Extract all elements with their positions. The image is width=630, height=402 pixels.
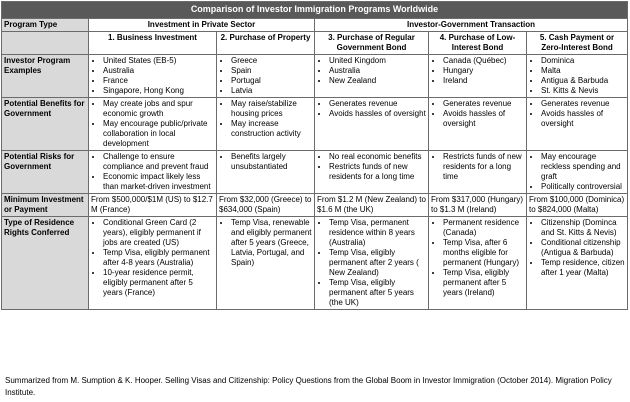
table-cell bbox=[429, 151, 527, 194]
table-cell bbox=[217, 55, 315, 98]
table-cell bbox=[315, 151, 429, 194]
table-cell bbox=[89, 151, 217, 194]
list-item: • Ireland bbox=[443, 76, 524, 86]
list-item: • Temp Visa, permanent residence within 8 years (Australia) bbox=[329, 218, 426, 248]
table-cell: From $100,000 (Dominica) to $824,000 (Malta) bbox=[527, 194, 628, 217]
list-item: • May encourage reckless spending and graft bbox=[541, 152, 625, 182]
list-item: • Malta bbox=[541, 66, 625, 76]
government-transaction-header: Investor-Government Transaction bbox=[315, 19, 628, 32]
table-cell bbox=[527, 55, 628, 98]
bullet-list bbox=[91, 99, 214, 149]
bullet-list bbox=[219, 56, 312, 96]
list-item: • Latvia bbox=[231, 86, 312, 96]
table-cell bbox=[217, 98, 315, 151]
list-item: • Avoids hassles of oversight bbox=[541, 109, 625, 129]
row-label: Type of Residence Rights Conferred bbox=[2, 217, 89, 310]
list-item: • May increase construction activity bbox=[231, 119, 312, 139]
row-label: Potential Benefits for Government bbox=[2, 98, 89, 151]
list-item: • Generates revenue bbox=[443, 99, 524, 109]
table-cell: From $32,000 (Greece) to $634,000 (Spain) bbox=[217, 194, 315, 217]
list-item: • New Zealand bbox=[329, 76, 426, 86]
bullet-list bbox=[529, 56, 625, 96]
table-cell bbox=[89, 217, 217, 310]
bullet-list bbox=[317, 99, 426, 119]
bullet-list bbox=[529, 152, 625, 192]
table-cell bbox=[527, 98, 628, 151]
table-cell bbox=[527, 151, 628, 194]
table-cell bbox=[429, 98, 527, 151]
table-row bbox=[2, 194, 628, 217]
table-body bbox=[2, 55, 628, 310]
list-item: • Canada (Québec) bbox=[443, 56, 524, 66]
table-cell: From $317,000 (Hungary) to $1.3 M (Ireland) bbox=[429, 194, 527, 217]
table-cell bbox=[429, 217, 527, 310]
bullet-list bbox=[431, 152, 524, 182]
list-item: • Conditional citizenship (Antigua & Barbuda) bbox=[541, 238, 625, 258]
list-item: • Temp Visa, renewable and eligibly permanent after 5 years (Greece, Latvia, Portugal, and Spain) bbox=[231, 218, 312, 268]
list-item: • Temp Visa, after 6 months eligible for permanent (Hungary) bbox=[443, 238, 524, 268]
list-item: • May raise/stabilize housing prices bbox=[231, 99, 312, 119]
list-item: • Politically controversial bbox=[541, 182, 625, 192]
bullet-list bbox=[317, 152, 426, 182]
bullet-list bbox=[219, 99, 312, 139]
bullet-list bbox=[219, 218, 312, 268]
row-label: Investor Program Examples bbox=[2, 55, 89, 98]
list-item: • United Kingdom bbox=[329, 56, 426, 66]
table-row bbox=[2, 151, 628, 194]
list-item: • Australia bbox=[103, 66, 214, 76]
column-header: 5. Cash Payment or Zero-Interest Bond bbox=[527, 32, 628, 55]
list-item: • 10-year residence permit, eligibly permanent after 5 years (France) bbox=[103, 268, 214, 298]
list-item: • Restricts funds of new residents for a long time bbox=[329, 162, 426, 182]
row-label: Minimum Investment or Payment bbox=[2, 194, 89, 217]
column-header: 1. Business Investment bbox=[89, 32, 217, 55]
list-item: • Challenge to ensure compliance and prevent fraud bbox=[103, 152, 214, 172]
list-item: • Economic impact likely less than market-driven investment bbox=[103, 172, 214, 192]
program-type-header: Program Type bbox=[2, 19, 89, 32]
list-item: • Antigua & Barbuda bbox=[541, 76, 625, 86]
list-item: • Singapore, Hong Kong bbox=[103, 86, 214, 96]
table-cell bbox=[89, 55, 217, 98]
bullet-list bbox=[91, 56, 214, 96]
list-item: • Generates revenue bbox=[329, 99, 426, 109]
table-cell bbox=[89, 98, 217, 151]
table-title-row bbox=[2, 2, 628, 19]
list-item: • Avoids hassles of oversight bbox=[443, 109, 524, 129]
list-item: • Generates revenue bbox=[541, 99, 625, 109]
bullet-list bbox=[431, 56, 524, 86]
bullet-list bbox=[529, 218, 625, 278]
column-header-row bbox=[2, 32, 628, 55]
list-item: • Portugal bbox=[231, 76, 312, 86]
list-item: • St. Kitts & Nevis bbox=[541, 86, 625, 96]
bullet-list bbox=[219, 152, 312, 172]
column-header: 4. Purchase of Low-Interest Bond bbox=[429, 32, 527, 55]
source-footnote: Summarized from M. Sumption & K. Hooper. Selling Visas and Citizenship: Policy Questions from the Global Boom in Investor Immigration (October 2014). Migration Policy Institute. bbox=[5, 376, 612, 397]
table-cell: From $1.2 M (New Zealand) to $1.6 M (the UK) bbox=[315, 194, 429, 217]
bullet-list bbox=[317, 56, 426, 86]
column-header: 3. Purchase of Regular Government Bond bbox=[315, 32, 429, 55]
bullet-list bbox=[431, 99, 524, 129]
table-cell bbox=[315, 98, 429, 151]
list-item: • Temp residence, citizen after 1 year (Malta) bbox=[541, 258, 625, 278]
column-header: 2. Purchase of Property bbox=[217, 32, 315, 55]
list-item: • May create jobs and spur economic growth bbox=[103, 99, 214, 119]
table-cell: From $500,000/$1M (US) to $12.7 M (France) bbox=[89, 194, 217, 217]
list-item: • Conditional Green Card (2 years), eligibly permanent if jobs are created (US) bbox=[103, 218, 214, 248]
table-cell bbox=[217, 151, 315, 194]
list-item: • Temp Visa, eligibly permanent after 5 years (the UK) bbox=[329, 278, 426, 308]
private-sector-header: Investment in Private Sector bbox=[89, 19, 315, 32]
list-item: • Benefits largely unsubstantiated bbox=[231, 152, 312, 172]
bullet-list bbox=[529, 99, 625, 129]
list-item: • Dominica bbox=[541, 56, 625, 66]
list-item: • Temp Visa, eligibly permanent after 5 years (Ireland) bbox=[443, 268, 524, 298]
list-item: • Temp Visa, eligibly permanent after 2 years ( New Zealand) bbox=[329, 248, 426, 278]
list-item: • Australia bbox=[329, 66, 426, 76]
row-label: Potential Risks for Government bbox=[2, 151, 89, 194]
list-item: • United States (EB-5) bbox=[103, 56, 214, 66]
table-row bbox=[2, 98, 628, 151]
table-cell bbox=[315, 217, 429, 310]
list-item: • May encourage public/private collaboration in local development bbox=[103, 119, 214, 149]
group-header-row bbox=[2, 19, 628, 32]
table-cell bbox=[429, 55, 527, 98]
table-cell bbox=[527, 217, 628, 310]
list-item: • No real economic benefits bbox=[329, 152, 426, 162]
list-item: • Restricts funds of new residents for a long time bbox=[443, 152, 524, 182]
list-item: • Avoids hassles of oversight bbox=[329, 109, 426, 119]
table-cell bbox=[217, 217, 315, 310]
list-item: • Greece bbox=[231, 56, 312, 66]
bullet-list bbox=[317, 218, 426, 308]
list-item: • France bbox=[103, 76, 214, 86]
table-row bbox=[2, 55, 628, 98]
table-cell bbox=[315, 55, 429, 98]
list-item: • Temp Visa, eligibly permanent after 4-8 years (Australia) bbox=[103, 248, 214, 268]
bullet-list bbox=[91, 152, 214, 192]
header-spacer bbox=[2, 32, 89, 55]
bullet-list bbox=[91, 218, 214, 298]
table-title: Comparison of Investor Immigration Programs Worldwide bbox=[2, 2, 628, 19]
bullet-list bbox=[431, 218, 524, 298]
comparison-table bbox=[1, 1, 628, 310]
list-item: • Hungary bbox=[443, 66, 524, 76]
table-row bbox=[2, 217, 628, 310]
list-item: • Citizenship (Dominca and St. Kitts & Nevis) bbox=[541, 218, 625, 238]
list-item: • Permanent residence (Canada) bbox=[443, 218, 524, 238]
list-item: • Spain bbox=[231, 66, 312, 76]
